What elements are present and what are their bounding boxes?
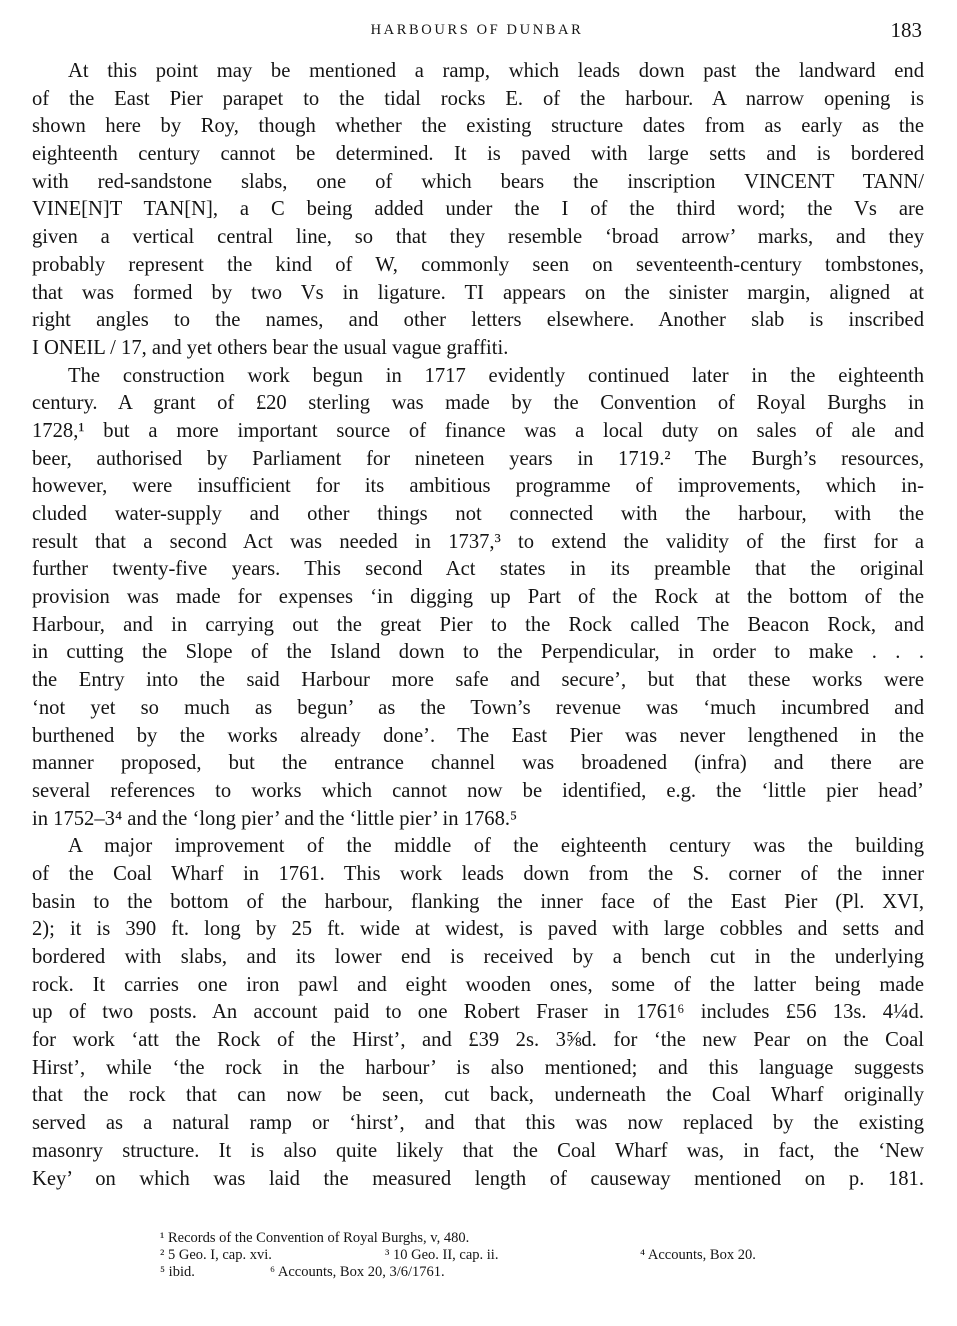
text-line: bordered with slabs, and its lower end is received by a bench cut in the underlying <box>32 946 924 968</box>
text-line: The construction work begun in 1717 evidently continued later in the eighteenth <box>68 364 924 387</box>
text-line: A major improvement of the middle of the eighteenth century was the building <box>68 835 924 858</box>
footnote-3: ³ 10 Geo. II, cap. ii. <box>385 1247 499 1263</box>
page-number: 183 <box>890 18 922 42</box>
footnote-6: ⁶ Accounts, Box 20, 3/6/1761. <box>270 1264 445 1280</box>
text-line: that the rock that can now be seen, cut back, underneath the Coal Wharf originally <box>32 1084 924 1107</box>
text-line: shown here by Roy, though whether the existing structure dates from as early as the <box>32 115 924 138</box>
text-line: masonry structure. It is also quite likely that the Coal Wharf was, in fact, the ‘New <box>32 1139 924 1162</box>
text-line: for work ‘att the Rock of the Hirst’, and £39 2s. 3⅝d. for ‘the new Pear on the Coal <box>32 1029 924 1052</box>
body-text <box>32 58 924 1193</box>
text-line: cluded water-supply and other things not connected with the harbour, with the <box>32 503 924 525</box>
text-line: probably represent the kind of W, commonly seen on seventeenth-century tombstones, <box>32 253 924 276</box>
text-line: burthened by the works already done’. The East Pier was never lengthened in the <box>32 724 924 747</box>
text-line: that was formed by two Vs in ligature. TI appears on the sinister margin, aligned at <box>32 281 924 304</box>
text-line: in cutting the Slope of the Island down to the Perpendicular, in order to make . . . <box>32 641 924 664</box>
text-line: right angles to the names, and other letters elsewhere. Another slab is inscribed <box>32 309 924 332</box>
text-line: with red-sandstone slabs, one of which bears the inscription VINCENT TANN/ <box>32 170 924 193</box>
text-line: up of two posts. An account paid to one Robert Fraser in 1761⁶ includes £56 13s. 4¼d. <box>32 1001 924 1024</box>
text-line: Hirst’, while ‘the rock in the harbour’ is also mentioned; and this language suggests <box>32 1056 924 1079</box>
text-line: further twenty-five years. This second Act states in its preamble that the original <box>32 558 924 581</box>
text-line: several references to works which cannot now be identified, e.g. the ‘little pier head’ <box>32 779 924 802</box>
text-line: VINE[N]T TAN[N], a C being added under the I of the third word; the Vs are <box>32 198 924 221</box>
text-line: in 1752–3⁴ and the ‘long pier’ and the ‘little pier’ in 1768.⁵ <box>32 807 518 830</box>
text-line: eighteenth century cannot be determined. It is paved with large setts and is bordered <box>32 143 924 166</box>
text-line: 1728,¹ but a more important source of finance was a local duty on sales of ale and <box>32 419 924 442</box>
text-line: the Entry into the said Harbour more safe and secure’, but that these works were <box>32 669 924 692</box>
text-line: however, were insufficient for its ambitious programme of improvements, which in- <box>32 475 924 498</box>
running-title: HARBOURS OF DUNBAR <box>370 22 584 38</box>
text-line: served as a natural ramp or ‘hirst’, and that this was now replaced by the existing <box>32 1112 924 1135</box>
text-line: of the East Pier parapet to the tidal rocks E. of the harbour. A narrow opening is <box>32 87 924 110</box>
text-line: ‘not yet so much as begun’ as the Town’s revenue was ‘much incumbred and <box>32 696 924 719</box>
text-line: rock. It carries one iron pawl and eight wooden ones, some of the latter being made <box>32 973 924 996</box>
footnote-5: ⁵ ibid. <box>160 1264 195 1280</box>
text-line: of the Coal Wharf in 1761. This work leads down from the S. corner of the inner <box>32 862 924 885</box>
footnote-row <box>160 1264 860 1281</box>
text-line: beer, authorised by Parliament for nineteen years in 1719.² The Burgh’s resources, <box>32 447 924 470</box>
footnote-row <box>160 1247 860 1264</box>
footnote-4: ⁴ Accounts, Box 20. <box>640 1247 756 1263</box>
text-line: Key’ on which was laid the measured length of causeway mentioned on p. 181. <box>32 1167 924 1190</box>
text-line: century. A grant of £20 sterling was made by the Convention of Royal Burghs in <box>32 392 924 415</box>
footnote-2: ² 5 Geo. I, cap. xvi. <box>160 1247 272 1263</box>
text-line: basin to the bottom of the harbour, flanking the inner face of the East Pier (Pl. XVI, <box>32 890 924 913</box>
text-line: At this point may be mentioned a ramp, which leads down past the landward end <box>68 60 924 82</box>
text-line: 2); it is 390 ft. long by 25 ft. wide at widest, is paved with large cobbles and setts and <box>32 918 924 941</box>
text-line: given a vertical central line, so that they resemble ‘broad arrow’ marks, and they <box>32 226 924 249</box>
text-line: I ONEIL / 17, and yet others bear the usual vague graffiti. <box>32 336 509 359</box>
text-line: manner proposed, but the entrance channel was broadened (infra) and there are <box>32 752 924 775</box>
footnote-row <box>160 1230 860 1247</box>
text-line: Harbour, and in carrying out the great Pier to the Rock called The Beacon Rock, and <box>32 613 924 636</box>
footnotes <box>160 1230 860 1281</box>
text-line: provision was made for expenses ‘in digging up Part of the Rock at the bottom of the <box>32 586 924 609</box>
running-head <box>32 18 922 46</box>
footnote-1: ¹ Records of the Convention of Royal Burghs, v, 480. <box>160 1230 470 1246</box>
text-line: result that a second Act was needed in 1737,³ to extend the validity of the first for a <box>32 530 924 553</box>
